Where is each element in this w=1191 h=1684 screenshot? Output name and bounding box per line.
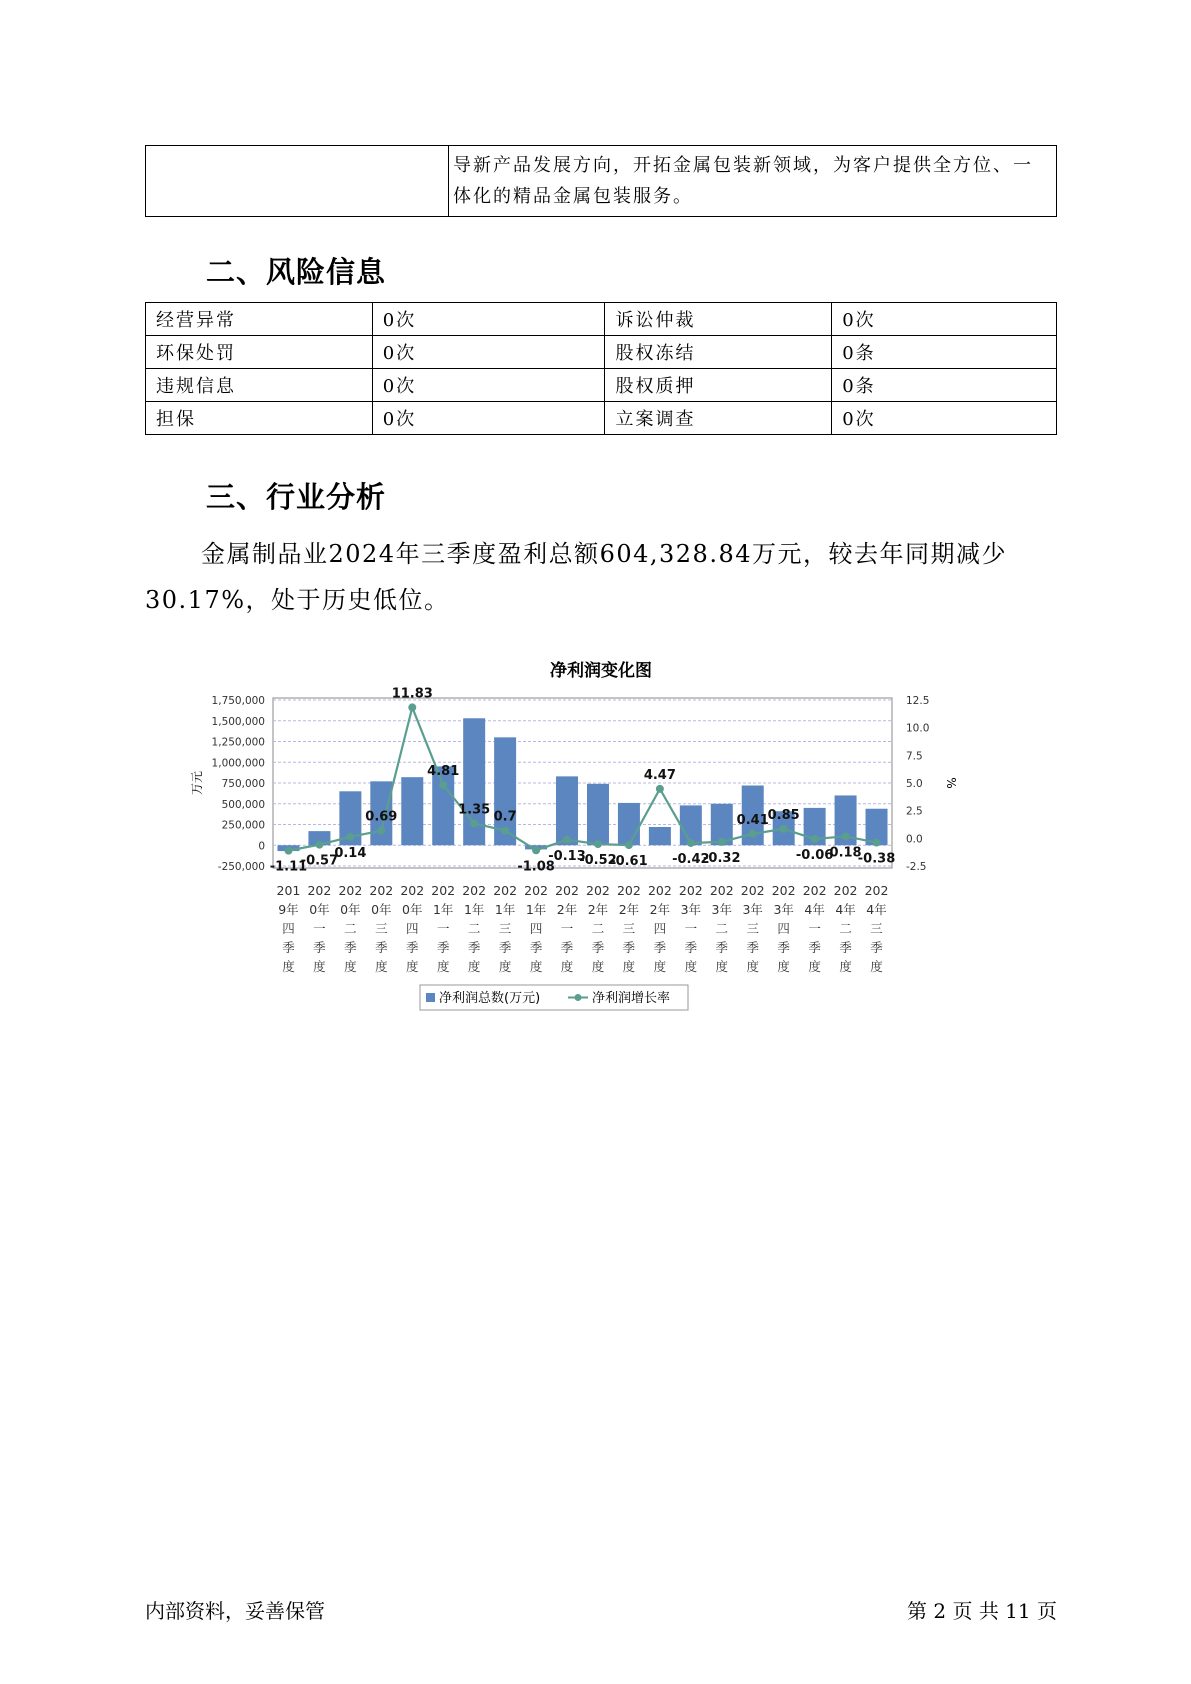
x-tick-label: 202 1年三季度 <box>493 883 518 974</box>
net-profit-chart <box>180 652 1050 1102</box>
growth-point <box>842 832 850 840</box>
legend-line-marker <box>575 994 582 1001</box>
risk-label: 违规信息 <box>146 369 373 402</box>
growth-label: -0.38 <box>857 851 896 867</box>
risk-row <box>146 336 1057 369</box>
y-tick-label: 1,500,000 <box>211 715 265 728</box>
growth-label: -1.11 <box>269 859 308 875</box>
y-tick-label: -250,000 <box>217 861 265 873</box>
growth-label: -0.57 <box>300 853 339 869</box>
legend-bar-label: 净利润总数(万元) <box>439 991 541 1006</box>
risk-value: 0条 <box>832 336 1057 369</box>
x-tick-label: 202 2年二季度 <box>586 883 610 974</box>
growth-point <box>687 839 695 847</box>
growth-label: -0.61 <box>610 854 648 870</box>
y2-axis-label: % <box>944 777 958 789</box>
growth-point <box>470 819 478 827</box>
risk-row <box>146 402 1057 435</box>
section3-paragraph: 金属制品业2024年三季度盈利总额604,328.84万元，较去年同期减少30.17%，处于历史低位。 <box>145 540 1007 614</box>
y2-tick-label: 10.0 <box>906 722 930 735</box>
growth-label: 0.85 <box>767 807 800 823</box>
x-tick-label: 202 3年一季度 <box>678 883 703 974</box>
risk-label: 诉讼仲裁 <box>605 303 832 336</box>
x-tick-label: 202 4年一季度 <box>802 883 827 974</box>
risk-value: 0条 <box>832 369 1057 402</box>
legend-line-label: 净利润增长率 <box>592 991 671 1006</box>
footer-right: 第 2 页 共 11 页 <box>907 1599 1057 1623</box>
x-tick-label: 202 2年四季度 <box>647 883 672 974</box>
growth-point <box>873 839 881 847</box>
y-tick-label: 250,000 <box>221 819 265 832</box>
risk-value: 0次 <box>372 303 605 336</box>
growth-point <box>315 841 323 849</box>
x-tick-label: 202 1年二季度 <box>462 883 487 974</box>
risk-label: 股权冻结 <box>605 336 832 369</box>
growth-label: -0.13 <box>548 848 586 864</box>
top-table-left-cell <box>146 146 449 217</box>
top-table-right-cell: 导新产品发展方向，开拓金属包装新领域，为客户提供全方位、一体化的精品金属包装服务。 <box>449 146 1057 217</box>
y-tick-label: 0 <box>258 840 265 853</box>
risk-label: 环保处罚 <box>146 336 373 369</box>
y-axis-label: 万元 <box>190 770 204 796</box>
x-tick-label: 202 3年三季度 <box>740 883 765 974</box>
top-table <box>145 145 1057 217</box>
growth-point <box>408 703 416 711</box>
bar <box>401 777 423 845</box>
growth-point <box>346 833 354 841</box>
section2-heading: 二、风险信息 <box>206 255 387 289</box>
x-tick-label: 202 0年一季度 <box>307 883 332 974</box>
x-tick-label: 201 9年四季度 <box>276 883 301 974</box>
growth-label: 0.41 <box>736 812 769 828</box>
growth-label: 0.14 <box>334 845 367 861</box>
y2-tick-label: 5.0 <box>906 778 923 790</box>
x-tick-label: 202 1年一季度 <box>431 883 456 974</box>
y-tick-label: 500,000 <box>221 798 265 811</box>
risk-label: 经营异常 <box>146 303 373 336</box>
risk-value: 0次 <box>832 402 1057 435</box>
x-tick-label: 202 2年一季度 <box>555 883 579 974</box>
growth-label: -0.42 <box>672 851 710 867</box>
y-tick-label: 1,250,000 <box>211 736 265 749</box>
y2-tick-label: 12.5 <box>906 695 930 707</box>
y2-tick-label: -2.5 <box>906 861 927 873</box>
risk-value: 0次 <box>372 336 605 369</box>
x-tick-label: 202 4年三季度 <box>864 883 889 974</box>
growth-label: 4.47 <box>643 767 676 783</box>
y2-tick-label: 7.5 <box>906 750 923 763</box>
legend-bar-swatch <box>426 993 435 1002</box>
growth-point <box>811 835 819 843</box>
y2-tick-label: 2.5 <box>906 805 923 818</box>
growth-point <box>625 841 633 849</box>
bar <box>587 784 609 845</box>
growth-point <box>594 840 602 848</box>
x-tick-label: 202 1年四季度 <box>524 883 549 974</box>
x-tick-label: 202 4年二季度 <box>833 883 858 974</box>
risk-label: 担保 <box>146 402 373 435</box>
growth-label: -0.52 <box>579 853 617 869</box>
growth-point <box>563 836 571 844</box>
growth-point <box>749 830 757 838</box>
growth-point <box>439 781 447 789</box>
growth-label: 0.69 <box>365 809 398 825</box>
risk-row <box>146 303 1057 336</box>
bar <box>618 803 640 845</box>
x-tick-label: 202 3年四季度 <box>771 883 796 974</box>
x-tick-label: 202 0年三季度 <box>369 883 394 974</box>
growth-point <box>501 827 509 835</box>
growth-label: -0.06 <box>795 847 834 863</box>
growth-point <box>718 838 726 846</box>
growth-label: 0.18 <box>829 845 862 861</box>
growth-point <box>780 825 788 833</box>
y-tick-label: 1,750,000 <box>211 695 265 707</box>
growth-label: 11.83 <box>391 686 433 702</box>
growth-label: 1.35 <box>458 802 491 818</box>
growth-label: 0.7 <box>493 809 517 825</box>
x-tick-label: 202 0年二季度 <box>338 883 363 974</box>
risk-row <box>146 369 1057 402</box>
chart-title: 净利润变化图 <box>550 661 652 681</box>
risk-value: 0次 <box>372 369 605 402</box>
risk-table <box>145 302 1057 435</box>
growth-point <box>284 847 292 855</box>
x-tick-label: 202 2年三季度 <box>616 883 641 974</box>
x-tick-label: 202 3年二季度 <box>709 883 734 974</box>
risk-label: 股权质押 <box>605 369 832 402</box>
y-tick-label: 750,000 <box>221 778 265 790</box>
footer-left: 内部资料，妥善保管 <box>145 1599 325 1623</box>
risk-label: 立案调查 <box>605 402 832 435</box>
y2-tick-label: 0.0 <box>906 833 923 846</box>
risk-value: 0次 <box>832 303 1057 336</box>
growth-label: -0.32 <box>703 850 741 866</box>
growth-label: -1.08 <box>517 859 555 875</box>
growth-point <box>532 846 540 854</box>
risk-value: 0次 <box>372 402 605 435</box>
growth-point <box>377 827 385 835</box>
growth-point <box>656 785 664 793</box>
section3-heading: 三、行业分析 <box>206 480 387 514</box>
bar <box>649 827 671 845</box>
growth-label: 4.81 <box>427 764 460 780</box>
x-tick-label: 202 0年四季度 <box>400 883 425 974</box>
y-tick-label: 1,000,000 <box>211 757 265 770</box>
bar <box>556 776 578 845</box>
